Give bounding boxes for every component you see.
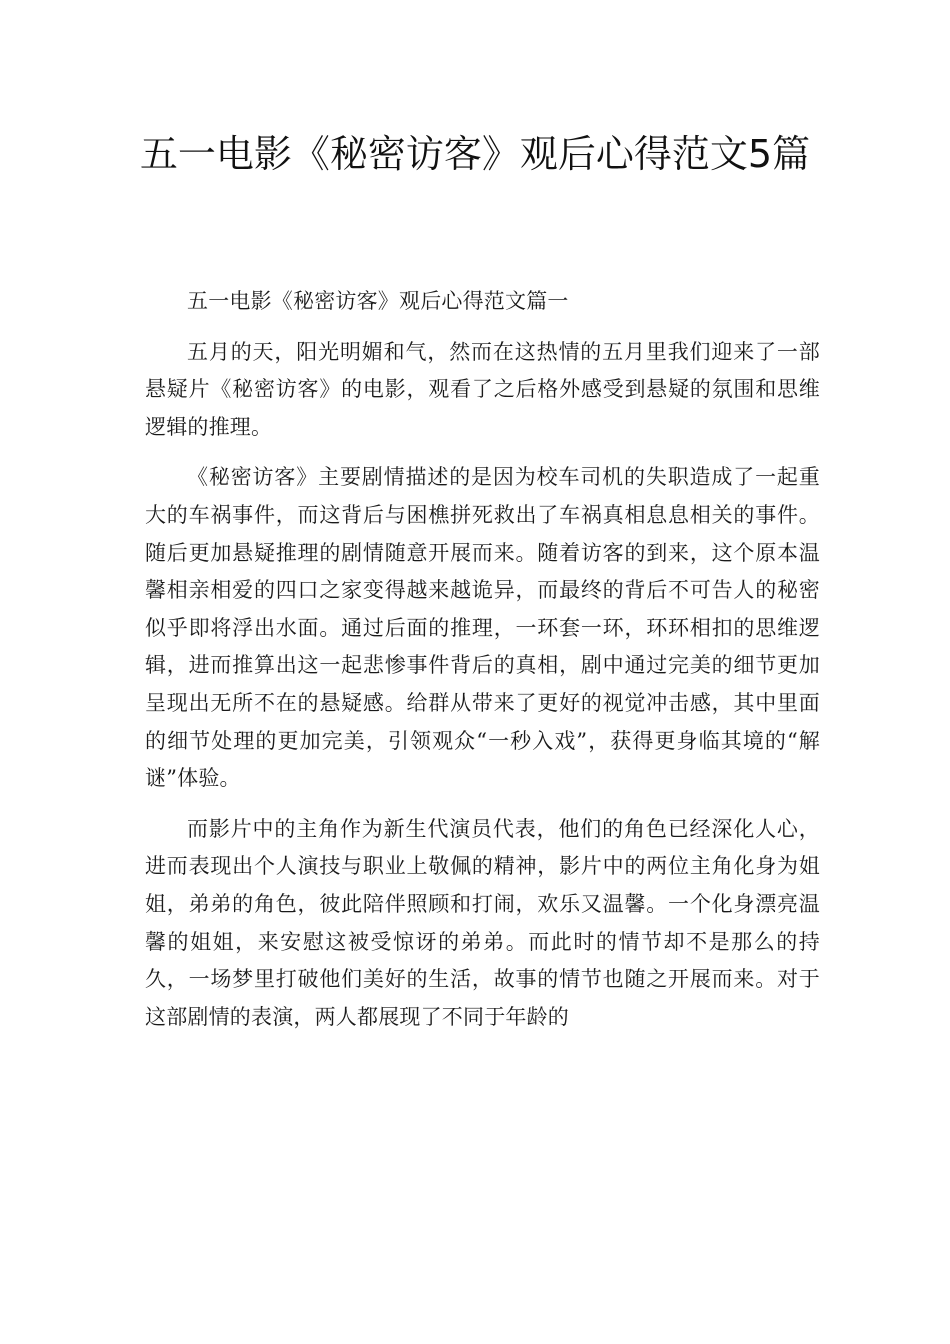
document-body <box>145 283 820 1036</box>
document-title: 五一电影《秘密访客》观后心得范文5篇 <box>139 132 811 176</box>
paragraph: 而影片中的主角作为新生代演员代表，他们的角色已经深化人心，进而表现出个人演技与职业上敬佩的精神，影片中的两位主角化身为姐姐，弟弟的角色，彼此陪伴照顾和打闹，欢乐又温馨。一个化身漂亮温馨的姐姐，来安慰这被受惊讶的弟弟。而此时的情节却不是那么的持久，一场梦里打破他们美好的生活，故事的情节也随之开展而来。对于这部剧情的表演，两人都展现了不同于年龄的 <box>145 816 820 1029</box>
section-heading: 五一电影《秘密访客》观后心得范文篇一 <box>187 289 569 313</box>
paragraph: 《秘密访客》主要剧情描述的是因为校车司机的失职造成了一起重大的车祸事件，而这背后与困樵拼死救出了车祸真相息息相关的事件。随后更加悬疑推理的剧情随意开展而来。随着访客的到来，这个原本温馨相亲相爱的四口之家变得越来越诡异，而最终的背后不可告人的秘密似乎即将浮出水面。通过后面的推理，一环套一环，环环相扣的思维逻辑，进而推算出这一起悲惨事件背后的真相，剧中通过完美的细节更加呈现出无所不在的悬疑感。给群从带来了更好的视觉冲击感，其中里面的细节处理的更加完美，引领观众“一秒入戏”，获得更身临其境的“解谜”体验。 <box>145 465 820 791</box>
paragraph: 五月的天，阳光明媚和气，然而在这热情的五月里我们迎来了一部悬疑片《秘密访客》的电影，观看了之后格外感受到悬疑的氛围和思维逻辑的推理。 <box>145 339 820 439</box>
